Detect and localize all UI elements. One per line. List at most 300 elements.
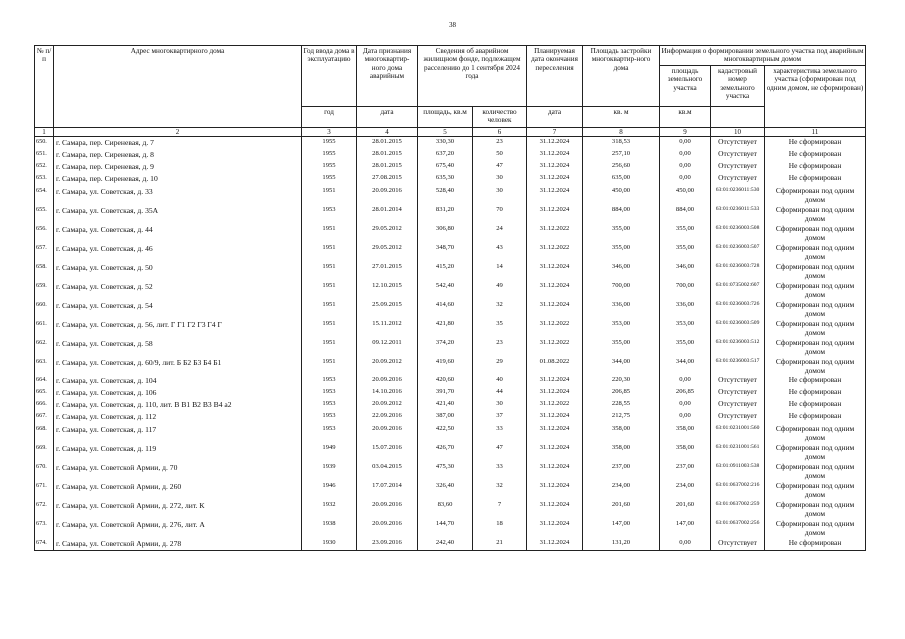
table-row bbox=[35, 161, 866, 173]
row-year: 1953 bbox=[302, 399, 357, 411]
row-land-characteristic: Не сформирован bbox=[765, 375, 866, 387]
row-land-area: 450,00 bbox=[660, 185, 711, 204]
row-build-area: 256,60 bbox=[583, 161, 660, 173]
row-people-count: 47 bbox=[473, 442, 527, 461]
row-build-area: 131,20 bbox=[583, 538, 660, 551]
row-address: г. Самара, ул. Советской Армии, д. 260 bbox=[54, 480, 302, 499]
row-area: 391,70 bbox=[418, 387, 473, 399]
row-people-count: 14 bbox=[473, 261, 527, 280]
row-people-count: 43 bbox=[473, 242, 527, 261]
row-cadastral: 63:01:0637002:216 bbox=[711, 480, 765, 499]
row-people-count: 49 bbox=[473, 280, 527, 299]
row-year: 1951 bbox=[302, 318, 357, 337]
page-number: 38 bbox=[449, 21, 456, 29]
row-land-area: 0,00 bbox=[660, 411, 711, 423]
row-year: 1951 bbox=[302, 299, 357, 318]
row-cadastral: Отсутствует bbox=[711, 161, 765, 173]
row-address: г. Самара, ул. Советская, д. 52 bbox=[54, 280, 302, 299]
row-area: 528,40 bbox=[418, 185, 473, 204]
row-number: 674. bbox=[35, 538, 54, 551]
row-recognition-date: 23.09.2016 bbox=[357, 538, 418, 551]
row-planned-date: 31.12.2024 bbox=[527, 423, 583, 442]
table-row bbox=[35, 399, 866, 411]
column-number: 11 bbox=[765, 128, 866, 137]
row-year: 1953 bbox=[302, 204, 357, 223]
row-area: 542,40 bbox=[418, 280, 473, 299]
row-land-area: 355,00 bbox=[660, 337, 711, 356]
column-number: 9 bbox=[660, 128, 711, 137]
row-area: 83,60 bbox=[418, 499, 473, 518]
row-land-area: 206,85 bbox=[660, 387, 711, 399]
row-number: 653. bbox=[35, 173, 54, 185]
row-cadastral: 63:01:0236011:530 bbox=[711, 185, 765, 204]
row-area: 387,00 bbox=[418, 411, 473, 423]
row-year: 1949 bbox=[302, 442, 357, 461]
row-build-area: 201,60 bbox=[583, 499, 660, 518]
row-recognition-date: 29.05.2012 bbox=[357, 223, 418, 242]
row-planned-date: 31.12.2022 bbox=[527, 337, 583, 356]
row-land-characteristic: Не сформирован bbox=[765, 538, 866, 551]
row-land-area: 0,00 bbox=[660, 173, 711, 185]
row-land-area: 358,00 bbox=[660, 423, 711, 442]
row-area: 426,70 bbox=[418, 442, 473, 461]
row-year: 1932 bbox=[302, 499, 357, 518]
table-row bbox=[35, 173, 866, 185]
row-planned-date: 01.08.2022 bbox=[527, 356, 583, 375]
row-recognition-date: 20.09.2012 bbox=[357, 399, 418, 411]
row-area: 475,30 bbox=[418, 461, 473, 480]
row-number: 672. bbox=[35, 499, 54, 518]
row-build-area: 355,00 bbox=[583, 242, 660, 261]
row-area: 421,40 bbox=[418, 399, 473, 411]
row-land-area: 355,00 bbox=[660, 223, 711, 242]
row-area: 675,40 bbox=[418, 161, 473, 173]
row-year: 1955 bbox=[302, 137, 357, 150]
row-number: 667. bbox=[35, 411, 54, 423]
row-land-area: 346,00 bbox=[660, 261, 711, 280]
row-year: 1951 bbox=[302, 280, 357, 299]
row-address: г. Самара, ул. Советская, д. 35А bbox=[54, 204, 302, 223]
row-area: 421,80 bbox=[418, 318, 473, 337]
row-cadastral: Отсутствует bbox=[711, 399, 765, 411]
unit-planned-date: дата bbox=[527, 107, 583, 128]
row-build-area: 344,00 bbox=[583, 356, 660, 375]
row-land-area: 700,00 bbox=[660, 280, 711, 299]
row-planned-date: 31.12.2024 bbox=[527, 173, 583, 185]
row-people-count: 18 bbox=[473, 518, 527, 537]
row-planned-date: 31.12.2024 bbox=[527, 518, 583, 537]
row-cadastral: 63:01:0231001:561 bbox=[711, 442, 765, 461]
row-year: 1951 bbox=[302, 185, 357, 204]
row-land-characteristic: Не сформирован bbox=[765, 173, 866, 185]
table-row bbox=[35, 280, 866, 299]
row-area: 330,30 bbox=[418, 137, 473, 150]
row-area: 420,60 bbox=[418, 375, 473, 387]
row-build-area: 358,00 bbox=[583, 423, 660, 442]
row-people-count: 32 bbox=[473, 480, 527, 499]
row-land-characteristic: Не сформирован bbox=[765, 137, 866, 150]
row-year: 1953 bbox=[302, 387, 357, 399]
row-cadastral: Отсутствует bbox=[711, 538, 765, 551]
row-cadastral: 63:01:0911003:538 bbox=[711, 461, 765, 480]
row-address: г. Самара, ул. Советской Армии, д. 70 bbox=[54, 461, 302, 480]
row-address: г. Самара, ул. Советской Армии, д. 272, лит. К bbox=[54, 499, 302, 518]
row-recognition-date: 20.09.2016 bbox=[357, 423, 418, 442]
row-recognition-date: 20.09.2016 bbox=[357, 518, 418, 537]
row-cadastral: 63:01:0236003:509 bbox=[711, 318, 765, 337]
row-address: г. Самара, ул. Советская, д. 119 bbox=[54, 442, 302, 461]
row-land-characteristic: Сформирован под одним домом bbox=[765, 442, 866, 461]
row-build-area: 206,85 bbox=[583, 387, 660, 399]
row-land-characteristic: Сформирован под одним домом bbox=[765, 223, 866, 242]
header-land-info: Информация о формировании земельного участка под аварийным многоквартирным домом bbox=[660, 46, 866, 66]
row-recognition-date: 28.01.2015 bbox=[357, 137, 418, 150]
row-address: г. Самара, ул. Советская, д. 58 bbox=[54, 337, 302, 356]
row-people-count: 50 bbox=[473, 149, 527, 161]
row-number: 651. bbox=[35, 149, 54, 161]
row-land-characteristic: Сформирован под одним домом bbox=[765, 242, 866, 261]
table-row bbox=[35, 518, 866, 537]
row-cadastral: Отсутствует bbox=[711, 149, 765, 161]
row-area: 831,20 bbox=[418, 204, 473, 223]
row-number: 670. bbox=[35, 461, 54, 480]
row-cadastral: 63:01:0735002:607 bbox=[711, 280, 765, 299]
row-people-count: 30 bbox=[473, 399, 527, 411]
row-year: 1939 bbox=[302, 461, 357, 480]
row-recognition-date: 03.04.2015 bbox=[357, 461, 418, 480]
row-land-characteristic: Не сформирован bbox=[765, 387, 866, 399]
row-land-characteristic: Не сформирован bbox=[765, 411, 866, 423]
row-area: 637,20 bbox=[418, 149, 473, 161]
row-cadastral: 63:01:0236003:517 bbox=[711, 356, 765, 375]
row-planned-date: 31.12.2024 bbox=[527, 442, 583, 461]
row-planned-date: 31.12.2022 bbox=[527, 242, 583, 261]
row-build-area: 318,53 bbox=[583, 137, 660, 150]
row-cadastral: 63:01:0231001:560 bbox=[711, 423, 765, 442]
row-build-area: 220,30 bbox=[583, 375, 660, 387]
header-planned-date: Планируемая дата окончания переселения bbox=[527, 46, 583, 107]
row-cadastral: Отсутствует bbox=[711, 387, 765, 399]
row-land-area: 0,00 bbox=[660, 538, 711, 551]
column-number: 4 bbox=[357, 128, 418, 137]
row-planned-date: 31.12.2024 bbox=[527, 411, 583, 423]
row-address: г. Самара, ул. Советская, д. 50 bbox=[54, 261, 302, 280]
row-land-area: 0,00 bbox=[660, 137, 711, 150]
column-number: 6 bbox=[473, 128, 527, 137]
table-row bbox=[35, 461, 866, 480]
row-address: г. Самара, ул. Советская, д. 54 bbox=[54, 299, 302, 318]
table-row bbox=[35, 499, 866, 518]
row-address: г. Самара, ул. Советская, д. 104 bbox=[54, 375, 302, 387]
table-row bbox=[35, 299, 866, 318]
unit-land-sqm: кв.м bbox=[660, 107, 711, 128]
row-year: 1953 bbox=[302, 375, 357, 387]
row-people-count: 23 bbox=[473, 337, 527, 356]
row-planned-date: 31.12.2024 bbox=[527, 299, 583, 318]
row-number: 656. bbox=[35, 223, 54, 242]
row-recognition-date: 28.01.2014 bbox=[357, 204, 418, 223]
table-body bbox=[35, 137, 866, 551]
row-address: г. Самара, ул. Советская, д. 112 bbox=[54, 411, 302, 423]
emergency-housing-table bbox=[34, 45, 866, 551]
row-address: г. Самара, ул. Советской Армии, д. 276, лит. А bbox=[54, 518, 302, 537]
row-recognition-date: 22.09.2016 bbox=[357, 411, 418, 423]
header-land-area: площадь земельного участка bbox=[660, 65, 711, 106]
row-cadastral: Отсутствует bbox=[711, 375, 765, 387]
row-area: 144,70 bbox=[418, 518, 473, 537]
row-recognition-date: 20.09.2016 bbox=[357, 499, 418, 518]
row-land-area: 147,00 bbox=[660, 518, 711, 537]
row-land-area: 234,00 bbox=[660, 480, 711, 499]
row-land-characteristic: Не сформирован bbox=[765, 161, 866, 173]
row-build-area: 450,00 bbox=[583, 185, 660, 204]
row-people-count: 44 bbox=[473, 387, 527, 399]
row-land-characteristic: Сформирован под одним домом bbox=[765, 423, 866, 442]
column-number: 2 bbox=[54, 128, 302, 137]
row-planned-date: 31.12.2024 bbox=[527, 161, 583, 173]
row-address: г. Самара, пер. Сиреневая, д. 10 bbox=[54, 173, 302, 185]
row-planned-date: 31.12.2024 bbox=[527, 480, 583, 499]
row-cadastral: 63:01:0236003:507 bbox=[711, 242, 765, 261]
row-land-area: 355,00 bbox=[660, 242, 711, 261]
row-recognition-date: 20.09.2016 bbox=[357, 375, 418, 387]
row-cadastral: 63:01:0637002:259 bbox=[711, 499, 765, 518]
row-land-area: 0,00 bbox=[660, 149, 711, 161]
row-number: 664. bbox=[35, 375, 54, 387]
row-year: 1955 bbox=[302, 149, 357, 161]
row-cadastral: Отсутствует bbox=[711, 411, 765, 423]
header-recognition-date: Дата признания многоквартир-ного дома аварийным bbox=[357, 46, 418, 107]
row-land-characteristic: Сформирован под одним домом bbox=[765, 280, 866, 299]
row-number: 668. bbox=[35, 423, 54, 442]
row-recognition-date: 20.09.2012 bbox=[357, 356, 418, 375]
row-land-characteristic: Сформирован под одним домом bbox=[765, 499, 866, 518]
row-area: 414,60 bbox=[418, 299, 473, 318]
row-number: 650. bbox=[35, 137, 54, 150]
row-number: 661. bbox=[35, 318, 54, 337]
row-land-characteristic: Сформирован под одним домом bbox=[765, 318, 866, 337]
row-year: 1951 bbox=[302, 223, 357, 242]
row-people-count: 7 bbox=[473, 499, 527, 518]
row-address: г. Самара, ул. Советская, д. 33 bbox=[54, 185, 302, 204]
row-year: 1951 bbox=[302, 356, 357, 375]
row-address: г. Самара, пер. Сиреневая, д. 7 bbox=[54, 137, 302, 150]
row-address: г. Самара, ул. Советская, д. 46 bbox=[54, 242, 302, 261]
row-planned-date: 31.12.2024 bbox=[527, 499, 583, 518]
row-address: г. Самара, ул. Советской Армии, д. 278 bbox=[54, 538, 302, 551]
row-number: 666. bbox=[35, 399, 54, 411]
row-planned-date: 31.12.2024 bbox=[527, 375, 583, 387]
row-people-count: 21 bbox=[473, 538, 527, 551]
row-area: 422,50 bbox=[418, 423, 473, 442]
table-row bbox=[35, 538, 866, 551]
row-area: 242,40 bbox=[418, 538, 473, 551]
row-people-count: 29 bbox=[473, 356, 527, 375]
row-planned-date: 31.12.2024 bbox=[527, 538, 583, 551]
row-people-count: 35 bbox=[473, 318, 527, 337]
row-people-count: 70 bbox=[473, 204, 527, 223]
row-year: 1955 bbox=[302, 173, 357, 185]
row-planned-date: 31.12.2024 bbox=[527, 185, 583, 204]
row-address: г. Самара, ул. Советская, д. 44 bbox=[54, 223, 302, 242]
row-area: 635,30 bbox=[418, 173, 473, 185]
row-number: 663. bbox=[35, 356, 54, 375]
row-area: 374,20 bbox=[418, 337, 473, 356]
row-cadastral: 63:01:0236011:533 bbox=[711, 204, 765, 223]
row-year: 1938 bbox=[302, 518, 357, 537]
row-recognition-date: 12.10.2015 bbox=[357, 280, 418, 299]
unit-build-sqm: кв. м bbox=[583, 107, 660, 128]
row-build-area: 355,00 bbox=[583, 337, 660, 356]
row-year: 1951 bbox=[302, 261, 357, 280]
row-land-area: 0,00 bbox=[660, 161, 711, 173]
row-cadastral: 63:01:0236003:726 bbox=[711, 299, 765, 318]
header-address: Адрес многоквартирного дома bbox=[54, 46, 302, 128]
row-land-characteristic: Сформирован под одним домом bbox=[765, 337, 866, 356]
row-number: 673. bbox=[35, 518, 54, 537]
row-build-area: 355,00 bbox=[583, 223, 660, 242]
row-land-area: 336,00 bbox=[660, 299, 711, 318]
row-planned-date: 31.12.2024 bbox=[527, 204, 583, 223]
unit-area: площадь, кв.м bbox=[418, 107, 473, 128]
row-build-area: 212,75 bbox=[583, 411, 660, 423]
row-build-area: 346,00 bbox=[583, 261, 660, 280]
row-planned-date: 31.12.2024 bbox=[527, 280, 583, 299]
row-planned-date: 31.12.2024 bbox=[527, 461, 583, 480]
row-number: 665. bbox=[35, 387, 54, 399]
row-recognition-date: 29.05.2012 bbox=[357, 242, 418, 261]
table-row bbox=[35, 337, 866, 356]
row-land-characteristic: Сформирован под одним домом bbox=[765, 461, 866, 480]
unit-year: год bbox=[302, 107, 357, 128]
table-row bbox=[35, 411, 866, 423]
column-number: 7 bbox=[527, 128, 583, 137]
row-recognition-date: 27.08.2015 bbox=[357, 173, 418, 185]
row-area: 348,70 bbox=[418, 242, 473, 261]
row-planned-date: 31.12.2022 bbox=[527, 223, 583, 242]
table-row bbox=[35, 387, 866, 399]
row-land-characteristic: Сформирован под одним домом bbox=[765, 261, 866, 280]
row-number: 671. bbox=[35, 480, 54, 499]
table-row bbox=[35, 375, 866, 387]
row-recognition-date: 15.07.2016 bbox=[357, 442, 418, 461]
row-land-area: 884,00 bbox=[660, 204, 711, 223]
row-land-area: 358,00 bbox=[660, 442, 711, 461]
row-area: 326,40 bbox=[418, 480, 473, 499]
row-planned-date: 31.12.2024 bbox=[527, 387, 583, 399]
row-recognition-date: 20.09.2016 bbox=[357, 185, 418, 204]
row-build-area: 635,00 bbox=[583, 173, 660, 185]
row-cadastral: 63:01:0236003:728 bbox=[711, 261, 765, 280]
row-land-area: 0,00 bbox=[660, 375, 711, 387]
row-number: 659. bbox=[35, 280, 54, 299]
row-year: 1946 bbox=[302, 480, 357, 499]
row-build-area: 358,00 bbox=[583, 442, 660, 461]
row-number: 669. bbox=[35, 442, 54, 461]
row-land-characteristic: Сформирован под одним домом bbox=[765, 480, 866, 499]
table-row bbox=[35, 149, 866, 161]
row-recognition-date: 27.01.2015 bbox=[357, 261, 418, 280]
header-num: № п/п bbox=[35, 46, 54, 128]
row-people-count: 40 bbox=[473, 375, 527, 387]
row-recognition-date: 15.11.2012 bbox=[357, 318, 418, 337]
row-people-count: 30 bbox=[473, 173, 527, 185]
row-build-area: 228,55 bbox=[583, 399, 660, 411]
row-people-count: 32 bbox=[473, 299, 527, 318]
row-land-area: 201,60 bbox=[660, 499, 711, 518]
row-cadastral: Отсутствует bbox=[711, 173, 765, 185]
row-build-area: 700,00 bbox=[583, 280, 660, 299]
row-year: 1955 bbox=[302, 161, 357, 173]
row-people-count: 23 bbox=[473, 137, 527, 150]
column-number: 8 bbox=[583, 128, 660, 137]
row-number: 655. bbox=[35, 204, 54, 223]
row-address: г. Самара, ул. Советская, д. 110, лит. В В1 В2 В3 В4 а2 bbox=[54, 399, 302, 411]
column-number: 3 bbox=[302, 128, 357, 137]
table-row bbox=[35, 223, 866, 242]
row-people-count: 47 bbox=[473, 161, 527, 173]
table-row bbox=[35, 137, 866, 150]
row-address: г. Самара, ул. Советская, д. 106 bbox=[54, 387, 302, 399]
row-planned-date: 31.12.2024 bbox=[527, 149, 583, 161]
row-people-count: 37 bbox=[473, 411, 527, 423]
row-year: 1930 bbox=[302, 538, 357, 551]
row-build-area: 336,00 bbox=[583, 299, 660, 318]
header-cadastral: кадастровый номер земельного участка bbox=[711, 65, 765, 106]
row-land-characteristic: Не сформирован bbox=[765, 149, 866, 161]
row-land-area: 344,00 bbox=[660, 356, 711, 375]
row-number: 658. bbox=[35, 261, 54, 280]
row-year: 1951 bbox=[302, 337, 357, 356]
column-number: 10 bbox=[711, 128, 765, 137]
row-cadastral: 63:01:0637002:256 bbox=[711, 518, 765, 537]
row-address: г. Самара, ул. Советская, д. 56, лит. Г Г1 Г2 Г3 Г4 Г bbox=[54, 318, 302, 337]
row-planned-date: 31.12.2022 bbox=[527, 399, 583, 411]
header-year: Год ввода дома в эксплуатацию bbox=[302, 46, 357, 107]
row-recognition-date: 28.01.2015 bbox=[357, 149, 418, 161]
row-cadastral: Отсутствует bbox=[711, 137, 765, 150]
unit-date: дата bbox=[357, 107, 418, 128]
table-row bbox=[35, 242, 866, 261]
row-year: 1953 bbox=[302, 411, 357, 423]
row-build-area: 257,10 bbox=[583, 149, 660, 161]
row-area: 419,60 bbox=[418, 356, 473, 375]
row-people-count: 24 bbox=[473, 223, 527, 242]
table-row bbox=[35, 480, 866, 499]
row-address: г. Самара, ул. Советская, д. 60/9, лит. Б Б2 Б3 Б4 Б1 bbox=[54, 356, 302, 375]
row-land-characteristic: Сформирован под одним домом bbox=[765, 204, 866, 223]
row-address: г. Самара, ул. Советская, д. 117 bbox=[54, 423, 302, 442]
row-land-characteristic: Сформирован под одним домом bbox=[765, 299, 866, 318]
table-row bbox=[35, 185, 866, 204]
row-recognition-date: 14.10.2016 bbox=[357, 387, 418, 399]
row-cadastral: 63:01:0236003:508 bbox=[711, 223, 765, 242]
row-planned-date: 31.12.2022 bbox=[527, 318, 583, 337]
row-planned-date: 31.12.2024 bbox=[527, 261, 583, 280]
row-people-count: 33 bbox=[473, 423, 527, 442]
table-row bbox=[35, 356, 866, 375]
row-build-area: 353,00 bbox=[583, 318, 660, 337]
header-land-characteristic: характеристика земельного участка (сформирован под одним домом, не сформирован) bbox=[765, 65, 866, 127]
row-area: 306,80 bbox=[418, 223, 473, 242]
row-planned-date: 31.12.2024 bbox=[527, 137, 583, 150]
row-land-area: 0,00 bbox=[660, 399, 711, 411]
row-build-area: 147,00 bbox=[583, 518, 660, 537]
row-land-characteristic: Сформирован под одним домом bbox=[765, 356, 866, 375]
table-row bbox=[35, 204, 866, 223]
row-build-area: 234,00 bbox=[583, 480, 660, 499]
row-recognition-date: 17.07.2014 bbox=[357, 480, 418, 499]
